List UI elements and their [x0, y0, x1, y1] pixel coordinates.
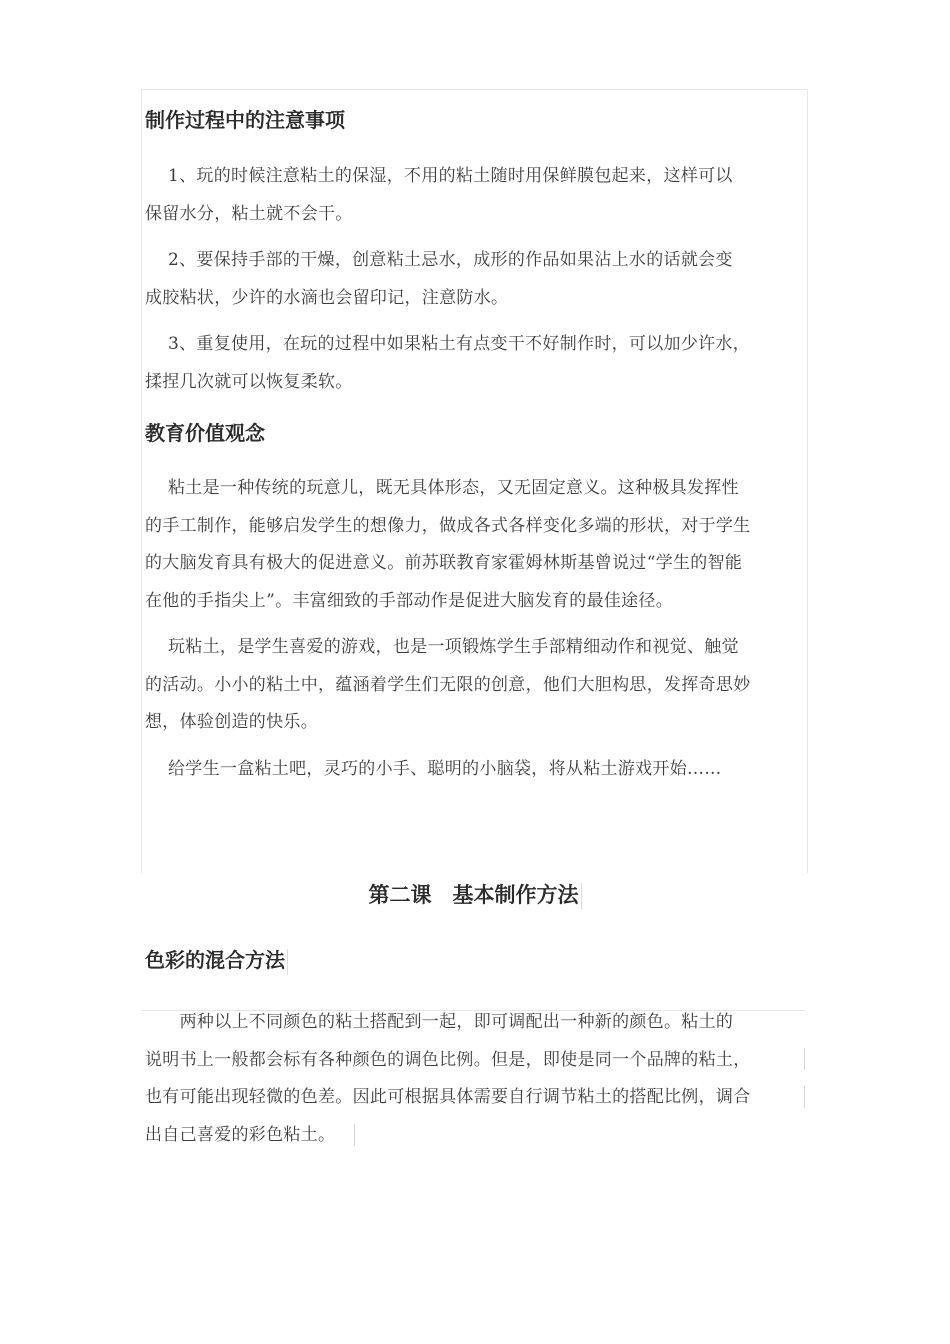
education-p2-line-3: 想，体验创造的快乐。 [145, 712, 318, 732]
color-mixing-line-2: 说明书上一般都会标有各种颜色的调色比例。但是，即使是同一个品牌的粘土， [145, 1049, 751, 1070]
notes-item-2 [145, 242, 811, 317]
education-p1-line-2: 的手工制作，能够启发学生的想像力，做成各式各样变化多端的形状，对于学生 [145, 515, 751, 536]
text-boundary-mark [287, 949, 288, 975]
education-p3-line-1: 给学生一盒粘土吧，灵巧的小手、聪明的小脑袋，将从粘土游戏开始…… [145, 759, 722, 779]
text-boundary-mark [804, 1086, 805, 1108]
text-boundary-mark [581, 883, 582, 909]
color-mixing-line-1: 两种以上不同颜色的粘土搭配到一起，即可调配出一种新的颜色。粘土的 [145, 1012, 734, 1032]
notes-item-3 [145, 326, 811, 401]
notes-item-3-line-1: 3、重复使用，在玩的过程中如果粘土有点变干不好制作时，可以加少许水， [145, 334, 751, 354]
notes-item-1 [145, 158, 811, 233]
notes-item-1-line-2: 保留水分，粘土就不会干。 [145, 203, 353, 224]
education-heading: 教育价值观念 [145, 421, 265, 445]
education-paragraph-3 [145, 751, 811, 789]
text-boundary-mark [804, 1048, 805, 1070]
color-mixing-paragraph [145, 1004, 805, 1154]
education-p1-line-1: 粘土是一种传统的玩意儿，既无具体形态，又无固定意义。这种极具发挥性 [145, 478, 739, 498]
notes-item-2-line-2: 成胶粘状，少许的水滴也会留印记，注意防水。 [145, 287, 509, 308]
lesson-title-text: 第二课 基本制作方法 [368, 883, 579, 907]
notes-item-1-line-1: 1、玩的时候注意粘土的保湿，不用的粘土随时用保鲜膜包起来，这样可以 [145, 166, 733, 186]
text-boundary-mark [354, 1124, 355, 1146]
color-mixing-line-3: 也有可能出现轻微的色差。因此可根据具体需要自行调节粘土的搭配比例，调合 [145, 1087, 751, 1107]
education-paragraph-1 [145, 470, 811, 620]
color-mixing-line-4: 出自己喜爱的彩色粘土。 [145, 1124, 336, 1145]
notes-heading: 制作过程中的注意事项 [145, 108, 345, 132]
education-paragraph-2 [145, 629, 811, 742]
color-mixing-heading: 色彩的混合方法 [145, 948, 285, 972]
education-p1-line-4: 在他的手指尖上”。丰富细致的手部动作是促进大脑发育的最佳途径。 [145, 590, 673, 611]
education-p1-line-3: 的大脑发育具有极大的促进意义。前苏联教育家霍姆林斯基曾说过“学生的智能 [145, 553, 743, 573]
lesson-title [0, 880, 950, 910]
education-p2-line-2: 的活动。小小的粘土中，蕴涵着学生们无限的创意，他们大胆构思，发挥奇思妙 [145, 674, 751, 695]
notes-item-3-line-2: 揉捏几次就可以恢复柔软。 [145, 371, 353, 392]
color-mixing-heading-wrap [145, 946, 288, 975]
education-p2-line-1: 玩粘土，是学生喜爱的游戏，也是一项锻炼学生手部精细动作和视觉、触觉 [145, 637, 739, 657]
notes-item-2-line-1: 2、要保持手部的干燥，创意粘土忌水，成形的作品如果沾上水的话就会变 [145, 250, 733, 270]
